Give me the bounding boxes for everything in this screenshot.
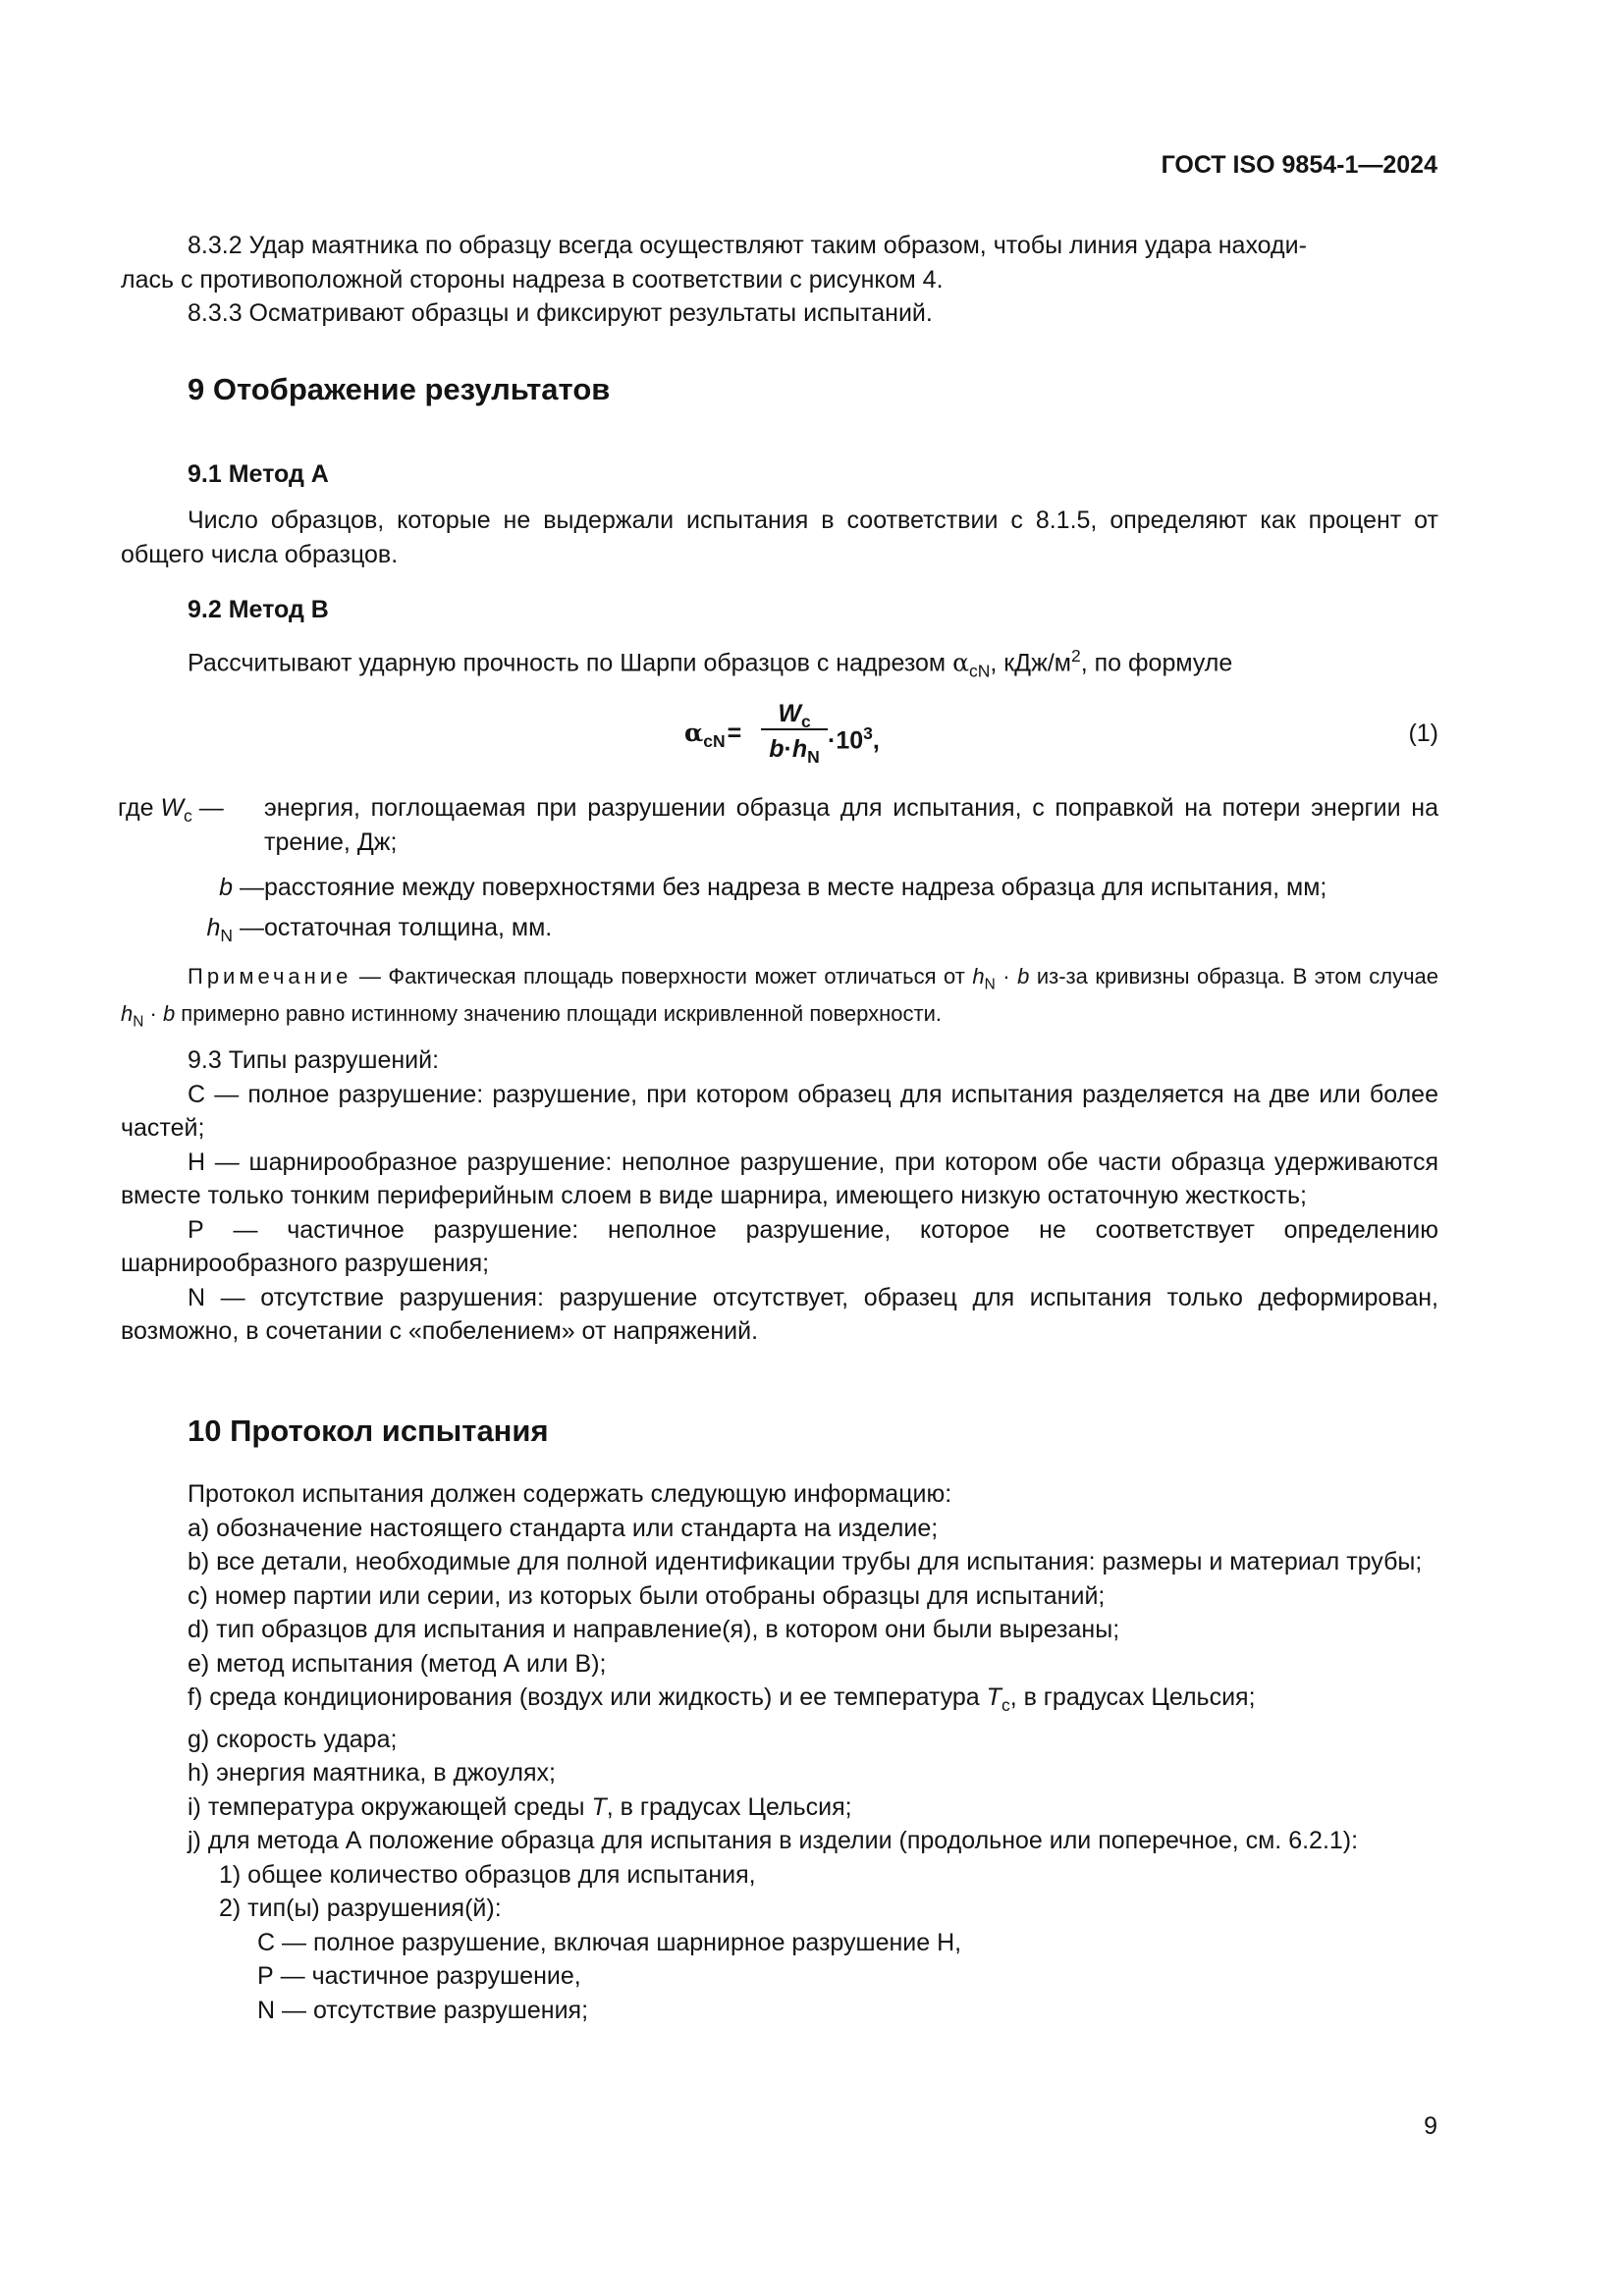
report-item-j: j) для метода А положение образца для испытания в изделии (продольное или поперечное, см. 6.2.1): bbox=[188, 1827, 1359, 1854]
fraction-bar bbox=[761, 728, 828, 730]
clause-8-3-2-line2: лась с противоположной стороны надреза в соответствии с рисунком 4. bbox=[121, 265, 944, 294]
report-item-f: f) среда кондиционирования (воздух или жидкость) и ее температура $T_c$, в градусах Цельсия; bbox=[188, 1683, 1256, 1715]
report-fracture-n: N — отсутствие разрушения; bbox=[257, 1996, 589, 2024]
clause-8-3-2-line1: 8.3.2 Удар маятника по образцу всегда осуществляют таким образом, чтобы линия удара находи- bbox=[188, 232, 1307, 259]
report-item-d: d) тип образцов для испытания и направление(я), в котором они были вырезаны; bbox=[188, 1616, 1120, 1643]
section-9-1-title: 9.1 Метод А bbox=[188, 460, 329, 488]
fracture-type-n: N — отсутствие разрушения: разрушение отсутствует, образец для испытания только деформирован, возможно, в сочетании с «побелением» от напряжений. bbox=[121, 1283, 1438, 1345]
report-item-j2: 2) тип(ы) разрушения(й): bbox=[219, 1895, 502, 1922]
report-item-g: g) скорость удара; bbox=[188, 1725, 398, 1753]
section-9-title: 9 Отображение результатов bbox=[188, 372, 611, 406]
fracture-type-p: Р — частичное разрушение: неполное разрушение, которое не соответствует определению шарнирообразного разрушения; bbox=[121, 1215, 1438, 1277]
legend-def-wc: энергия, поглощаемая при разрушении образца для испытания, с поправкой на потери энергии на трение, Дж; bbox=[264, 794, 1438, 856]
legend-row-b: b — расстояние между поверхностями без надреза в месте надреза образца для испытания, мм; bbox=[121, 871, 1438, 906]
report-fracture-c: С — полное разрушение, включая шарнирное разрушение Н, bbox=[257, 1928, 962, 1956]
formula-denominator: $b\cdot h_N$ bbox=[769, 735, 820, 767]
note-label: Примечание bbox=[188, 964, 352, 988]
report-item-e: e) метод испытания (метод А или В); bbox=[188, 1649, 607, 1678]
note: Примечание — Фактическая площадь поверхности может отличаться от $h_N \cdot b$ из-за кривизны образца. В этом случае $h_N \cdot b$ примерно равно истинному значению площади искривленной поверхности. bbox=[121, 964, 1439, 1031]
section-10-list bbox=[121, 1477, 1438, 2027]
clause-8-3-2 bbox=[121, 229, 1438, 331]
report-item-a: a) обозначение настоящего стандарта или стандарта на изделие; bbox=[188, 1514, 939, 1542]
section-10-title: 10 Протокол испытания bbox=[188, 1414, 549, 1448]
report-item-i: i) температура окружающей среды T, в градусах Цельсия; bbox=[188, 1792, 852, 1821]
section-9-2-title: 9.2 Метод В bbox=[188, 596, 329, 623]
legend-def-b: расстояние между поверхностями без надреза в месте надреза образца для испытания, мм; bbox=[264, 874, 1327, 901]
fracture-type-h: Н — шарнирообразное разрушение: неполное разрушение, при котором обе части образца удерживаются вместе только тонким периферийным слоем в виде шарнира, имеющего низкую остаточную жесткость; bbox=[121, 1148, 1438, 1209]
legend-row-hn: $h_N$ — остаточная толщина, мм. bbox=[121, 911, 1438, 946]
formula-1: $\alpha_{cN}=$ $W_c$ $b\cdot h_N$ $\cdot 10^3$, (1) bbox=[121, 693, 1438, 781]
report-item-h: h) энергия маятника, в джоулях; bbox=[188, 1759, 556, 1787]
report-item-b: b) все детали, необходимые для полной идентификации трубы для испытания: размеры и материал трубы; bbox=[188, 1548, 1423, 1575]
formula-numerator: $W_c$ bbox=[778, 700, 811, 731]
fracture-type-c: С — полное разрушение: разрушение, при котором образец для испытания разделяется на две или более частей; bbox=[121, 1080, 1438, 1142]
legend-def-hn: остаточная толщина, мм. bbox=[264, 914, 553, 941]
report-item-j1: 1) общее количество образцов для испытания, bbox=[219, 1860, 756, 1889]
section-10-intro: Протокол испытания должен содержать следующую информацию: bbox=[188, 1480, 952, 1508]
document-code: ГОСТ ISO 9854-1—2024 bbox=[1161, 151, 1437, 179]
formula-number: (1) bbox=[1408, 720, 1438, 747]
page-number: 9 bbox=[1424, 2112, 1437, 2140]
section-9-2-paragraph: Рассчитывают ударную прочность по Шарпи образцов с надрезом $\alpha_{cN}$, кДж/$м^2$, по формуле bbox=[188, 646, 1233, 681]
section-9-3-title: 9.3 Типы разрушений: bbox=[188, 1046, 440, 1074]
section-9-2-text bbox=[121, 639, 1438, 688]
section-9-3 bbox=[121, 1043, 1438, 1349]
report-item-c: c) номер партии или серии, из которых были отобраны образцы для испытаний; bbox=[188, 1581, 1106, 1610]
section-9-1-paragraph: Число образцов, которые не выдержали испытания в соответствии с 8.1.5, определяют как процент от общего числа образцов. bbox=[121, 507, 1438, 568]
report-fracture-p: Р — частичное разрушение, bbox=[257, 1962, 581, 1990]
section-9-1-text bbox=[121, 504, 1438, 571]
alpha-symbol: α bbox=[952, 648, 969, 677]
clause-8-3-3: 8.3.3 Осматривают образцы и фиксируют результаты испытаний. bbox=[188, 299, 933, 327]
legend-row-wc: где $W_c$ — энергия, поглощаемая при разрушении образца для испытания, с поправкой на потери энергии на трение, Дж; bbox=[121, 791, 1438, 860]
